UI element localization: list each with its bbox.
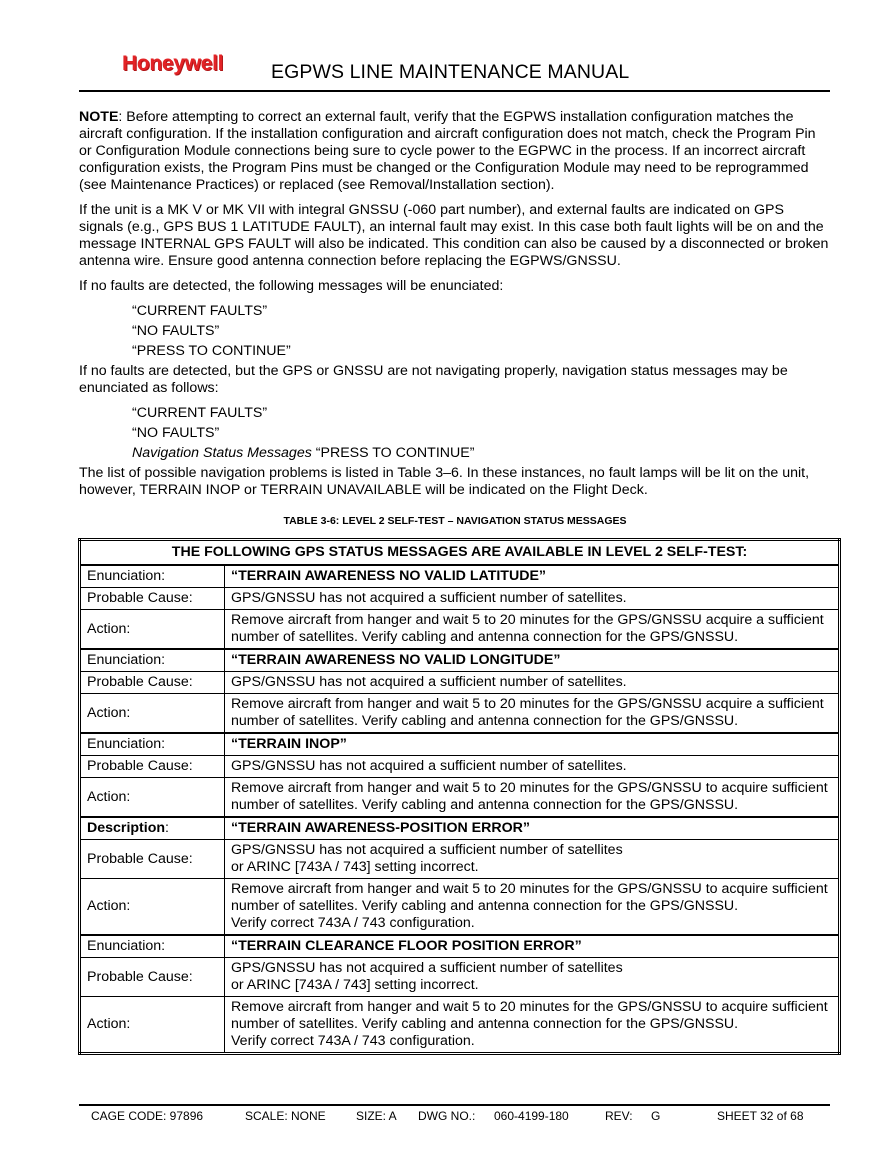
table-row — [80, 694, 840, 734]
table-header: THE FOLLOWING GPS STATUS MESSAGES ARE AVAILABLE IN LEVEL 2 SELF-TEST: — [80, 540, 840, 566]
table-row — [80, 588, 840, 610]
dwg-number: 060-4199-180 — [494, 1109, 569, 1123]
enunciation-value: “TERRAIN AWARENESS-POSITION ERROR” — [225, 817, 840, 840]
cause-line: GPS/GNSSU has not acquired a sufficient number of satellites — [231, 960, 623, 976]
page-header — [0, 0, 892, 100]
action-label: Action: — [80, 610, 225, 650]
description-label — [80, 817, 225, 840]
cause-value: GPS/GNSSU has not acquired a sufficient number of satellites. — [225, 588, 840, 610]
enunciation-label: Enunciation: — [80, 565, 225, 588]
sheet-number: SHEET 32 of 68 — [717, 1109, 804, 1123]
press-to-continue: “PRESS TO CONTINUE” — [311, 445, 475, 461]
page-footer — [79, 1104, 830, 1123]
cause-label: Probable Cause: — [80, 756, 225, 778]
cause-value: GPS/GNSSU has not acquired a sufficient number of satellites. — [225, 756, 840, 778]
table-row — [80, 840, 840, 879]
mk-paragraph: If the unit is a MK V or MK VII with integral GNSSU (-060 part number), and external faults are indicated on GPS signals (e.g., GPS BUS 1 LATITUDE FAULT), an internal fault may exist. In this case both fault lights will be on and the message INTERNAL GPS FAULT will also be indicated. This condition can also be caused by a disconnected or broken antenna wire. Ensure good antenna connection before replacing the EGPWS/GNSSU. — [79, 202, 829, 269]
action-value — [225, 997, 840, 1054]
dwg-label: DWG NO.: — [418, 1109, 476, 1123]
cause-value: GPS/GNSSU has not acquired a sufficient number of satellites. — [225, 672, 840, 694]
cause-value — [225, 840, 840, 879]
rev-label: REV: — [605, 1109, 633, 1123]
cause-label: Probable Cause: — [80, 840, 225, 879]
table-row — [80, 958, 840, 997]
message-list-2 — [79, 405, 831, 462]
table-row — [80, 879, 840, 936]
enunciation-value: “TERRAIN AWARENESS NO VALID LATITUDE” — [225, 565, 840, 588]
nav-paragraph: If no faults are detected, but the GPS or GNSSU are not navigating properly, navigation status messages may be enunciated as follows: — [79, 363, 788, 396]
action-line: Verify correct 743A / 743 configuration. — [231, 915, 475, 931]
cause-line: or ARINC [743A / 743] setting incorrect. — [231, 859, 479, 875]
description-label-colon: : — [165, 820, 169, 836]
navigation-status-table — [78, 538, 841, 1055]
enunciation-label: Enunciation: — [80, 935, 225, 958]
note-paragraph — [79, 109, 831, 194]
message-item: “CURRENT FAULTS” — [132, 303, 268, 319]
table-row — [80, 610, 840, 650]
action-label: Action: — [80, 694, 225, 734]
message-item — [132, 445, 831, 462]
no-faults-paragraph: If no faults are detected, the following messages will be enunciated: — [79, 278, 504, 294]
enunciation-value: “TERRAIN AWARENESS NO VALID LONGITUDE” — [225, 649, 840, 672]
nav-status-italic: Navigation Status Messages — [132, 445, 312, 461]
size: SIZE: A — [356, 1109, 397, 1123]
cause-label: Probable Cause: — [80, 958, 225, 997]
table-caption: TABLE 3-6: LEVEL 2 SELF-TEST – NAVIGATION STATUS MESSAGES — [283, 515, 627, 527]
header-rule — [79, 90, 830, 92]
action-label: Action: — [80, 997, 225, 1054]
action-value: Remove aircraft from hanger and wait 5 to 20 minutes for the GPS/GNSSU acquire a sufficient number of satellites. Verify cabling and antenna connection for the GPS/GNSSU. — [225, 694, 840, 734]
cause-value — [225, 958, 840, 997]
table-row — [80, 565, 840, 588]
cage-code: CAGE CODE: 97896 — [91, 1109, 204, 1123]
action-label: Action: — [80, 879, 225, 936]
table-row — [80, 733, 840, 756]
cause-line: or ARINC [743A / 743] setting incorrect. — [231, 977, 479, 993]
rev-value: G — [651, 1109, 661, 1123]
action-value — [225, 879, 840, 936]
message-item: “NO FAULTS” — [132, 323, 220, 339]
action-value: Remove aircraft from hanger and wait 5 to 20 minutes for the GPS/GNSSU to acquire sufficient number of satellites. Verify cabling and antenna connection for the GPS/GNSSU. — [225, 778, 840, 818]
message-item: “NO FAULTS” — [132, 425, 220, 441]
scale: SCALE: NONE — [245, 1109, 326, 1123]
enunciation-value: “TERRAIN INOP” — [225, 733, 840, 756]
table-row — [80, 649, 840, 672]
action-line: Verify correct 743A / 743 configuration. — [231, 1033, 475, 1049]
table-row — [80, 817, 840, 840]
manual-title: EGPWS LINE MAINTENANCE MANUAL — [271, 61, 630, 83]
table-row — [80, 997, 840, 1054]
note-label: NOTE — [79, 109, 119, 125]
message-item: “PRESS TO CONTINUE” — [132, 343, 291, 359]
message-list-1 — [79, 303, 831, 360]
table-row — [80, 778, 840, 818]
action-text: Remove aircraft from hanger and wait 5 to 20 minutes for the GPS/GNSSU to acquire sufficient number of satellites. Verify cabling and antenna connection for the GPS/GNSSU. — [231, 999, 828, 1032]
cause-line: GPS/GNSSU has not acquired a sufficient number of satellites — [231, 842, 623, 858]
enunciation-label: Enunciation: — [80, 733, 225, 756]
honeywell-logo: Honeywell — [122, 52, 224, 75]
list-paragraph: The list of possible navigation problems is listed in Table 3–6. In these instances, no fault lamps will be lit on the unit, however, TERRAIN INOP or TERRAIN UNAVAILABLE will be indicated on the Flight Deck. — [79, 465, 810, 498]
table-row — [80, 935, 840, 958]
table-header-row — [80, 540, 840, 566]
note-text: : Before attempting to correct an external fault, verify that the EGPWS installation configuration matches the aircraft configuration. If the installation configuration and aircraft configuration does not match, check the Program Pin or Configuration Module connections being sure to cycle power to the EGPWC in the process. If an incorrect aircraft configuration exists, the Program Pins must be changed or the Configuration Module may need to be reprogrammed (see Maintenance Practices) or replaced (see Removal/Installation section). — [79, 109, 816, 193]
cause-label: Probable Cause: — [80, 588, 225, 610]
action-text: Remove aircraft from hanger and wait 5 to 20 minutes for the GPS/GNSSU to acquire sufficient number of satellites. Verify cabling and antenna connection for the GPS/GNSSU. — [231, 881, 828, 914]
enunciation-value: “TERRAIN CLEARANCE FLOOR POSITION ERROR” — [225, 935, 840, 958]
action-label: Action: — [80, 778, 225, 818]
table-row — [80, 672, 840, 694]
enunciation-label: Enunciation: — [80, 649, 225, 672]
action-value: Remove aircraft from hanger and wait 5 to 20 minutes for the GPS/GNSSU acquire a sufficient number of satellites. Verify cabling and antenna connection for the GPS/GNSSU. — [225, 610, 840, 650]
table-row — [80, 756, 840, 778]
body-text — [79, 109, 831, 507]
message-item: “CURRENT FAULTS” — [132, 405, 268, 421]
cause-label: Probable Cause: — [80, 672, 225, 694]
description-label-text: Description — [87, 820, 166, 836]
